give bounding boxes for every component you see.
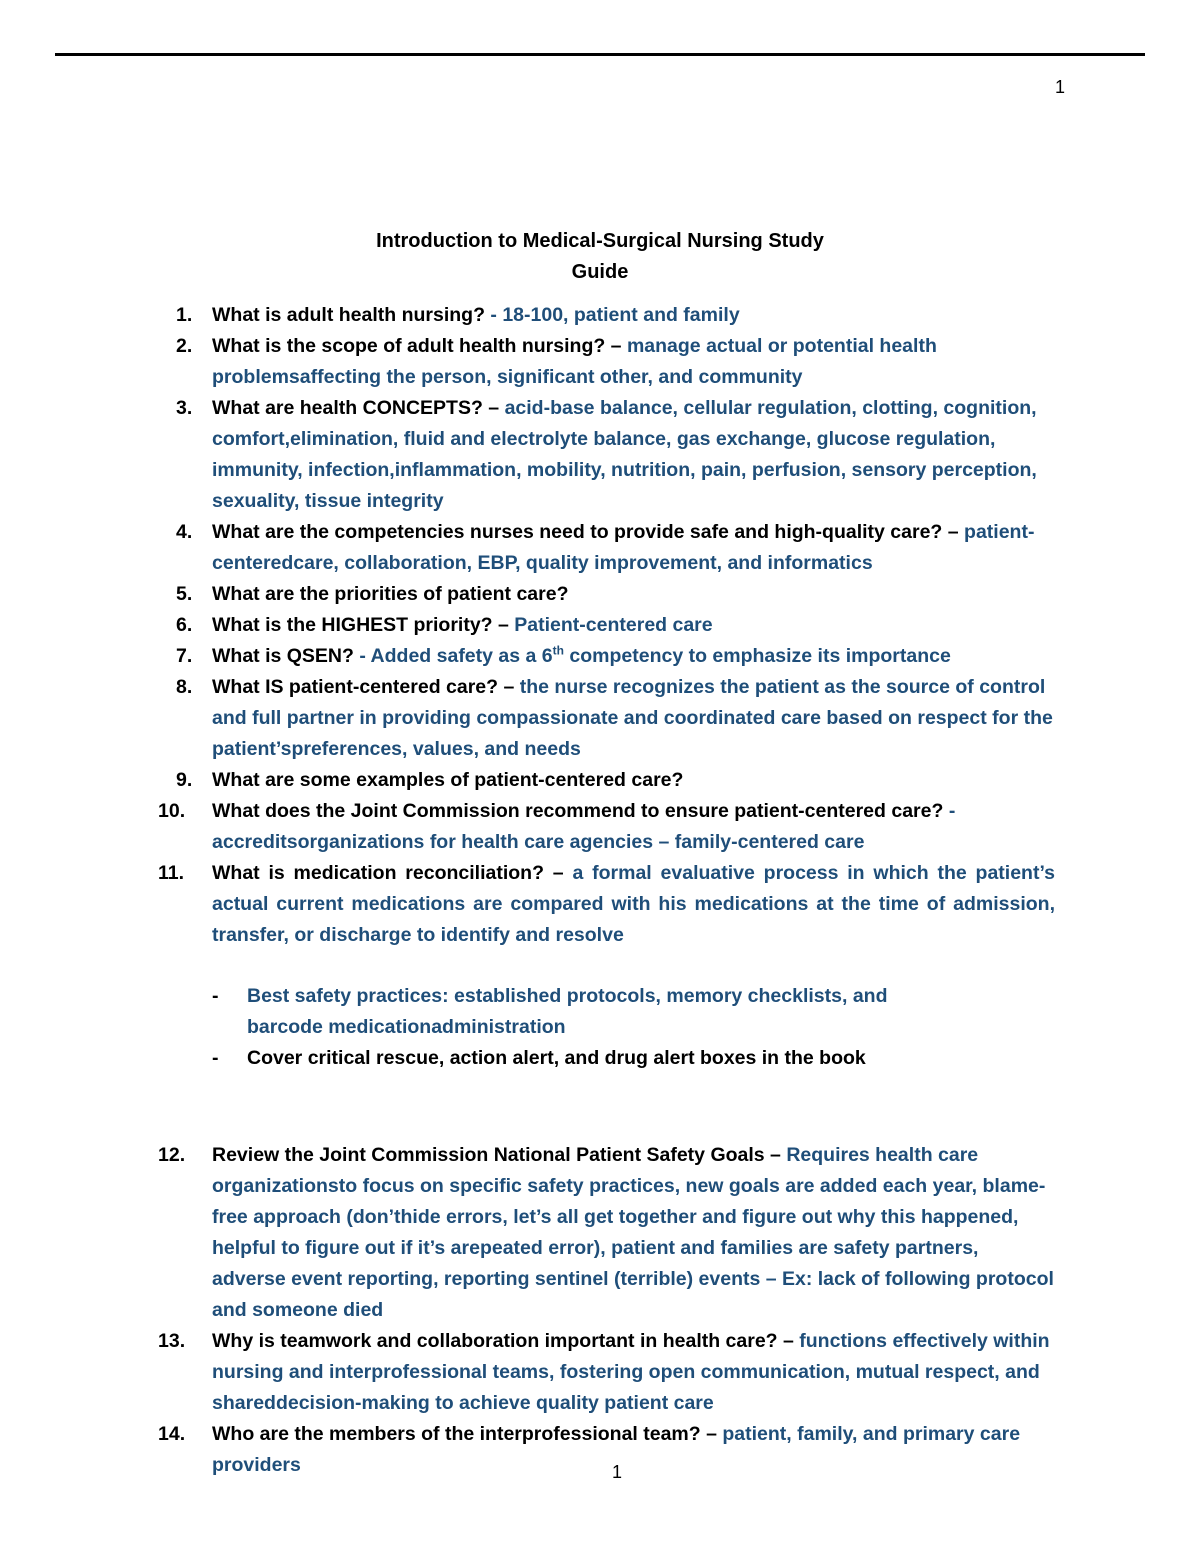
question-number: 3.	[176, 397, 193, 419]
question-text: What are some examples of patient-centered care?	[212, 769, 684, 791]
question-number: 12.	[158, 1144, 186, 1166]
question-item-8	[0, 672, 1200, 765]
question-text: What is adult health nursing?	[212, 304, 491, 326]
page-number-bottom: 1	[612, 1462, 623, 1482]
question-number: 2.	[176, 335, 193, 357]
question-text: What are health CONCEPTS? –	[212, 397, 505, 419]
title-line-2: Guide	[571, 261, 629, 283]
document-title	[0, 226, 1200, 288]
bullet-item-2	[0, 1043, 1200, 1074]
question-item-13	[0, 1326, 1200, 1419]
question-item-4	[0, 517, 1200, 579]
section-spacer	[0, 1074, 1200, 1140]
page-number-top: 1	[1055, 77, 1066, 97]
bullet-dash: -	[212, 1047, 219, 1069]
bullet-dash: -	[212, 985, 219, 1007]
ordinal-superscript: th	[552, 643, 564, 658]
question-item-7	[0, 641, 1200, 672]
question-item-11	[0, 858, 1200, 951]
question-number: 6.	[176, 614, 193, 636]
question-item-9	[0, 765, 1200, 796]
question-number: 5.	[176, 583, 193, 605]
question-item-1	[0, 300, 1200, 331]
answer-suffix: competency to emphasize its importance	[563, 645, 951, 667]
question-number: 13.	[158, 1330, 186, 1352]
answer-text: a formal evaluative process in which the patient’s actual current medications are compared with his medications at the time of admission, transfer, or discharge to identify and resolve	[212, 862, 1055, 946]
question-number: 7.	[176, 645, 193, 667]
bullet-item-1	[0, 981, 1200, 1043]
title-line-1: Introduction to Medical-Surgical Nursing Study	[376, 230, 824, 252]
answer-text: - accreditsorganizations for health care agencies – family-centered care	[212, 800, 956, 853]
question-text: Who are the members of the interprofessional team? –	[212, 1423, 723, 1445]
question-text: What are the priorities of patient care?	[212, 583, 569, 605]
answer-text: - 18-100, patient and family	[490, 304, 740, 326]
answer-text: Requires health care organizationsto focus on specific safety practices, new goals are added each year, blame-free approach (don’thide errors, let’s all get together and figure out why this happened, helpful to figure out if it’s arepeated error), patient and families are safety partners, adverse event reporting, reporting sentinel (terrible) events – Ex: lack of following protocol and someone died	[212, 1144, 1054, 1321]
answer-text: acid-base balance, cellular regulation, clotting, cognition, comfort,elimination, fluid and electrolyte balance, gas exchange, glucose regulation, immunity, infection,inflammation, mobility, nutrition, pain, perfusion, sensory perception, sexuality, tissue integrity	[212, 397, 1037, 512]
question-item-14	[0, 1419, 1200, 1481]
question-text: What does the Joint Commission recommend to ensure patient-centered care?	[212, 800, 949, 822]
question-number: 8.	[176, 676, 193, 698]
answer-text: patient, family, and primary care providers	[212, 1423, 1021, 1476]
question-text: What is QSEN?	[212, 645, 360, 667]
question-text: What IS patient-centered care? –	[212, 676, 520, 698]
answer-prefix: - Added safety as a 6	[359, 645, 553, 667]
question-text: Why is teamwork and collaboration important in health care? –	[212, 1330, 800, 1352]
question-item-5	[0, 579, 1200, 610]
answer-text: the nurse recognizes the patient as the source of control and full partner in providing compassionate and coordinated care based on respect for the patient’spreferences, values, and needs	[212, 676, 1053, 760]
question-number: 14.	[158, 1423, 186, 1445]
answer-text	[359, 645, 950, 667]
question-item-2	[0, 331, 1200, 393]
question-text: Review the Joint Commission National Patient Safety Goals –	[212, 1144, 787, 1166]
answer-text: patient-centeredcare, collaboration, EBP, quality improvement, and informatics	[212, 521, 1035, 574]
answer-text: functions effectively within nursing and interprofessional teams, fostering open communication, mutual respect, and shareddecision-making to achieve quality patient care	[212, 1330, 1050, 1414]
question-number: 10.	[158, 800, 186, 822]
safety-bullet-group	[0, 981, 1200, 1140]
question-item-6	[0, 610, 1200, 641]
header-rule	[55, 53, 1145, 56]
question-number: 1.	[176, 304, 193, 326]
answer-text: manage actual or potential health problemsaffecting the person, significant other, and community	[212, 335, 937, 388]
question-text: What is the HIGHEST priority? –	[212, 614, 515, 636]
question-number: 4.	[176, 521, 193, 543]
question-text: What is medication reconciliation? –	[212, 862, 573, 884]
bullet-text: Best safety practices: established protocols, memory checklists, and barcode medicationadministration	[247, 985, 888, 1038]
bullet-text: Cover critical rescue, action alert, and drug alert boxes in the book	[247, 1047, 866, 1069]
question-item-12	[0, 1140, 1200, 1326]
question-text: What are the competencies nurses need to provide safe and high-quality care? –	[212, 521, 965, 543]
question-item-10	[0, 796, 1200, 858]
question-number: 11.	[158, 862, 185, 884]
question-text: What is the scope of adult health nursing? –	[212, 335, 627, 357]
study-question-list	[0, 300, 1200, 1481]
question-item-3	[0, 393, 1200, 517]
question-number: 9.	[176, 769, 193, 791]
bullet-list	[0, 981, 1200, 1074]
answer-text: Patient-centered care	[514, 614, 713, 636]
